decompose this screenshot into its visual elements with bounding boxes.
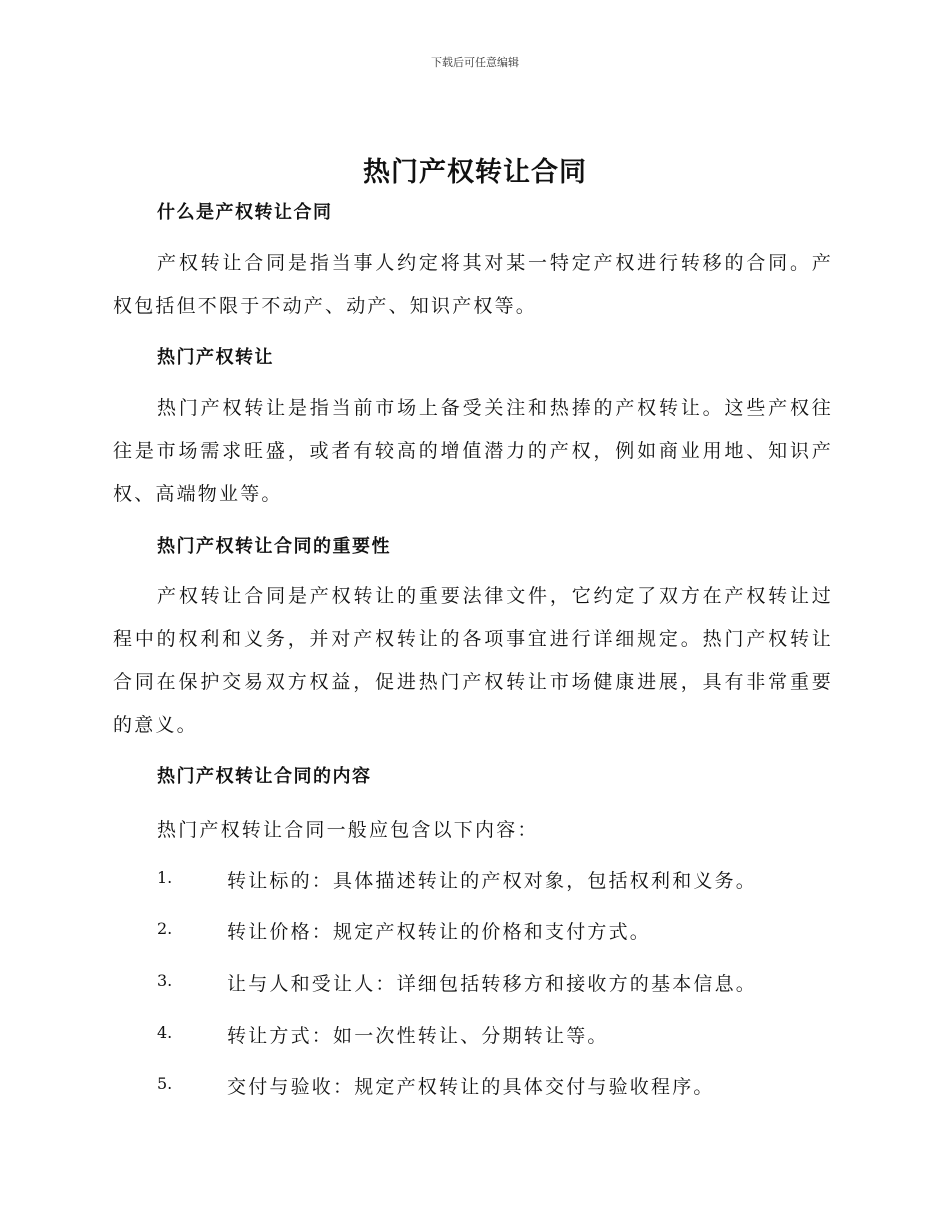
list-item-text: 转让标的：具体描述转让的产权对象，包括权利和义务。 <box>227 870 758 892</box>
section-heading-hot-transfer: 热门产权转让 <box>157 347 274 368</box>
list-item <box>157 866 837 896</box>
list-item-text: 转让方式：如一次性转让、分期转让等。 <box>227 1025 609 1047</box>
list-item <box>157 917 837 947</box>
list-item <box>157 1021 837 1051</box>
list-item <box>157 1072 837 1102</box>
list-item-number: 2. <box>157 919 173 938</box>
list-item-text: 让与人和受让人：详细包括转移方和接收方的基本信息。 <box>227 973 758 995</box>
list-item <box>157 969 837 999</box>
section-paragraph-definition: 产权转让合同是指当事人约定将其对某一特定产权进行转移的合同。产权包括但不限于不动产、动产、知识产权等。 <box>113 252 833 317</box>
list-item-number: 5. <box>157 1074 173 1093</box>
document-title: 热门产权转让合同 <box>363 157 587 188</box>
header-note: 下载后可任意编辑 <box>431 56 519 69</box>
section-paragraph-hot-transfer: 热门产权转让是指当前市场上备受关注和热捧的产权转让。这些产权往往是市场需求旺盛，或者有较高的增值潜力的产权，例如商业用地、知识产权、高端物业等。 <box>113 397 833 505</box>
section-heading-contents: 热门产权转让合同的内容 <box>157 766 372 787</box>
list-item-number: 4. <box>157 1023 173 1042</box>
section-paragraph-importance: 产权转让合同是产权转让的重要法律文件，它约定了双方在产权转让过程中的权利和义务，并对产权转让的各项事宜进行详细规定。热门产权转让合同在保护交易双方权益，促进热门产权转让市场健康进展，具有非常重要的意义。 <box>113 585 833 736</box>
list-item-text: 交付与验收：规定产权转让的具体交付与验收程序。 <box>227 1076 715 1098</box>
list-item-number: 3. <box>157 971 173 990</box>
section-heading-definition: 什么是产权转让合同 <box>157 202 333 223</box>
section-heading-importance: 热门产权转让合同的重要性 <box>157 536 391 557</box>
list-item-text: 转让价格：规定产权转让的价格和支付方式。 <box>227 921 652 943</box>
contents-intro: 热门产权转让合同一般应包含以下内容： <box>157 819 539 841</box>
list-item-number: 1. <box>157 868 173 887</box>
